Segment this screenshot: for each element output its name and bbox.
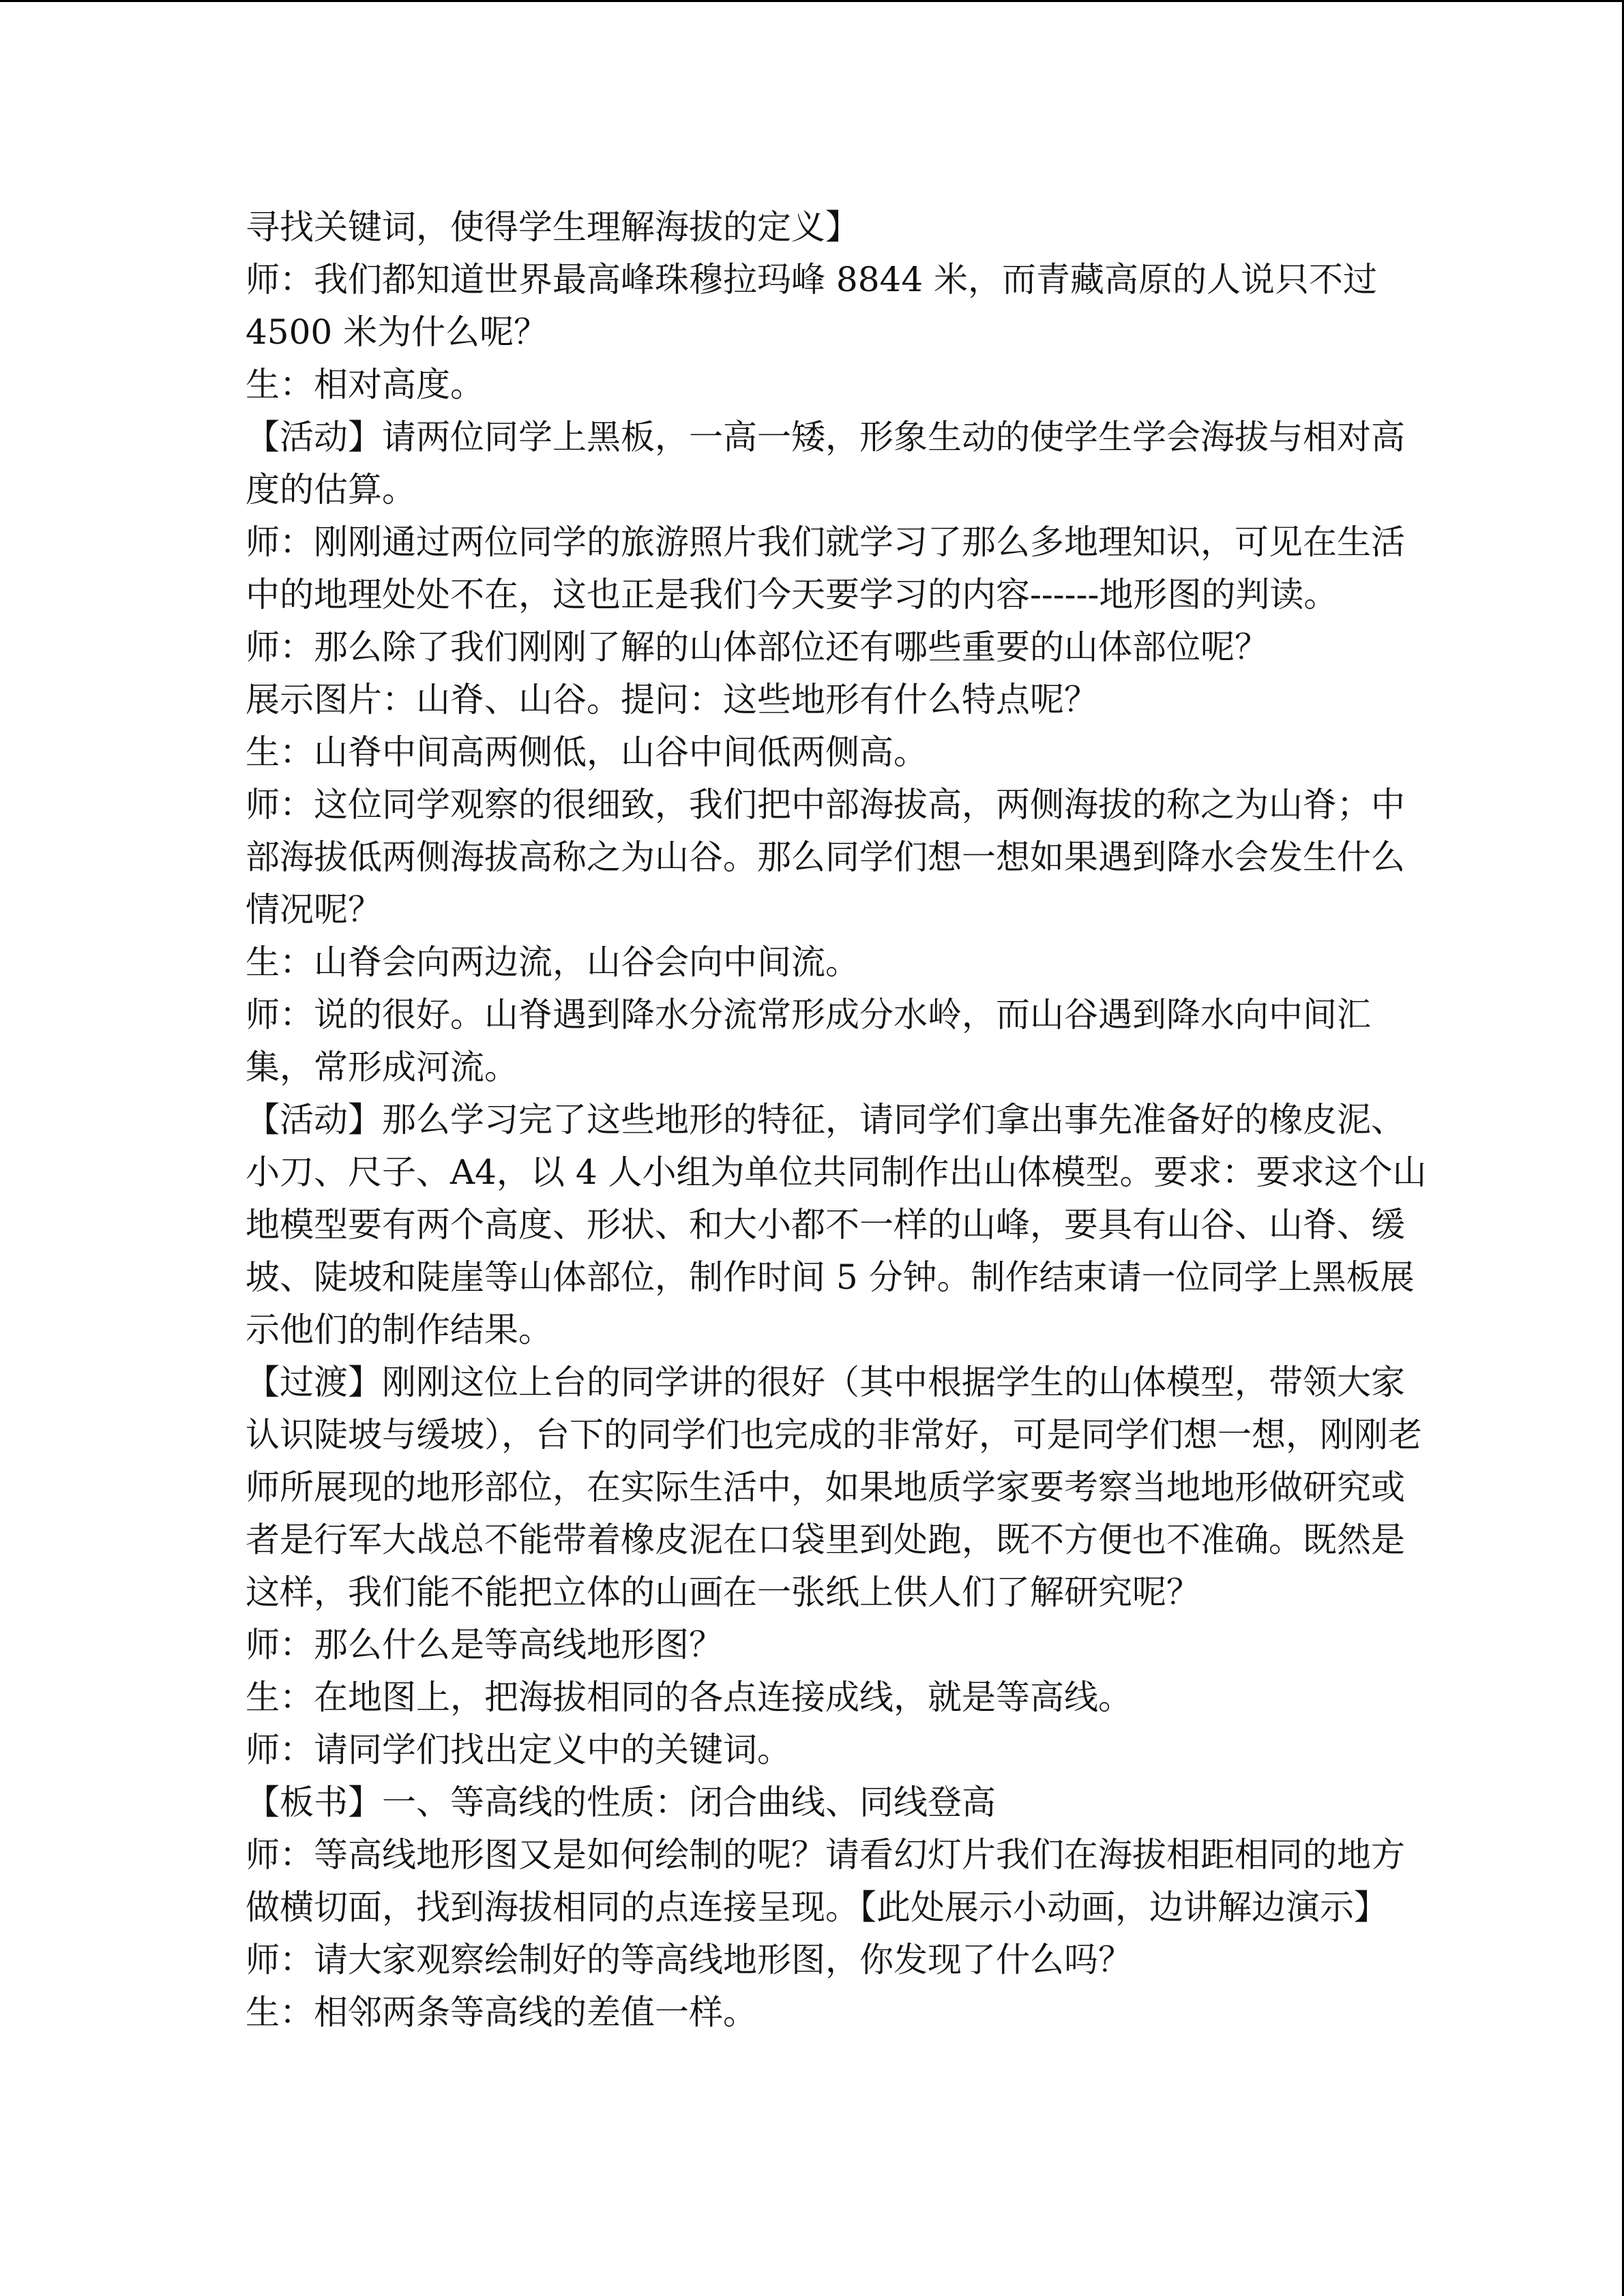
text-line: 示他们的制作结果。 <box>246 1310 552 1350</box>
text-line: 生：在地图上，把海拔相同的各点连接成线，就是等高线。 <box>246 1678 1132 1717</box>
text-line: 生：相邻两条等高线的差值一样。 <box>246 1993 757 2032</box>
text-line: 做横切面，找到海拔相同的点连接呈现。【此处展示小动画，边讲解边演示】 <box>246 1888 1388 1927</box>
text-line: 师：等高线地形图又是如何绘制的呢？请看幻灯片我们在海拔相距相同的地方 <box>246 1835 1405 1875</box>
text-line: 寻找关键词，使得学生理解海拔的定义】 <box>246 207 859 247</box>
text-line: 生：山脊会向两边流，山谷会向中间流。 <box>246 942 859 982</box>
text-line: 小刀、尺子、A4，以 4 人小组为单位共同制作出山体模型。要求：要求这个山 <box>246 1152 1427 1192</box>
text-line: 认识陡坡与缓坡），台下的同学们也完成的非常好，可是同学们想一想，刚刚老 <box>246 1415 1422 1455</box>
text-line: 师所展现的地形部位，在实际生活中，如果地质学家要考察当地地形做研究或 <box>246 1467 1405 1507</box>
text-line: 【活动】那么学习完了这些地形的特征，请同学们拿出事先准备好的橡皮泥、 <box>246 1100 1405 1139</box>
text-line: 师：那么除了我们刚刚了解的山体部位还有哪些重要的山体部位呢？ <box>246 627 1269 667</box>
text-line: 师：那么什么是等高线地形图？ <box>246 1625 723 1665</box>
text-line: 集，常形成河流。 <box>246 1047 518 1087</box>
text-line: 者是行军大战总不能带着橡皮泥在口袋里到处跑，既不方便也不准确。既然是 <box>246 1520 1405 1560</box>
text-line: 地模型要有两个高度、形状、和大小都不一样的山峰，要具有山谷、山脊、缓 <box>246 1205 1405 1244</box>
text-line: 【板书】一、等高线的性质：闭合曲线、同线登高 <box>246 1783 996 1822</box>
text-line: 生：山脊中间高两侧低，山谷中间低两侧高。 <box>246 732 928 772</box>
text-line: 度的估算。 <box>246 470 416 509</box>
text-line: 【活动】请两位同学上黑板，一高一矮，形象生动的使学生学会海拔与相对高 <box>246 417 1405 457</box>
text-line: 师：刚刚通过两位同学的旅游照片我们就学习了那么多地理知识，可见在生活 <box>246 522 1405 562</box>
text-line: 4500 米为什么呢？ <box>246 312 548 352</box>
text-line: 师：我们都知道世界最高峰珠穆拉玛峰 8844 米，而青藏高原的人说只不过 <box>246 260 1378 299</box>
text-line: 部海拔低两侧海拔高称之为山谷。那么同学们想一想如果遇到降水会发生什么 <box>246 837 1405 877</box>
text-line: 师：这位同学观察的很细致，我们把中部海拔高，两侧海拔的称之为山脊；中 <box>246 785 1405 824</box>
document-body <box>246 201 1427 2039</box>
text-line: 中的地理处处不在，这也正是我们今天要学习的内容------地形图的判读。 <box>246 575 1338 614</box>
text-line: 师：请大家观察绘制好的等高线地形图，你发现了什么吗？ <box>246 1940 1132 1980</box>
text-line: 师：请同学们找出定义中的关键词。 <box>246 1730 791 1770</box>
text-line: 展示图片：山脊、山谷。提问：这些地形有什么特点呢？ <box>246 680 1098 719</box>
text-line: 【过渡】刚刚这位上台的同学讲的很好（其中根据学生的山体模型，带领大家 <box>246 1362 1405 1402</box>
text-line: 这样，我们能不能把立体的山画在一张纸上供人们了解研究呢？ <box>246 1572 1200 1612</box>
text-line: 生：相对高度。 <box>246 365 484 404</box>
text-line: 坡、陡坡和陡崖等山体部位，制作时间 5 分钟。制作结束请一位同学上黑板展 <box>246 1257 1415 1297</box>
text-line: 师：说的很好。山脊遇到降水分流常形成分水岭，而山谷遇到降水向中间汇 <box>246 995 1371 1034</box>
text-line: 情况呢？ <box>246 890 382 929</box>
